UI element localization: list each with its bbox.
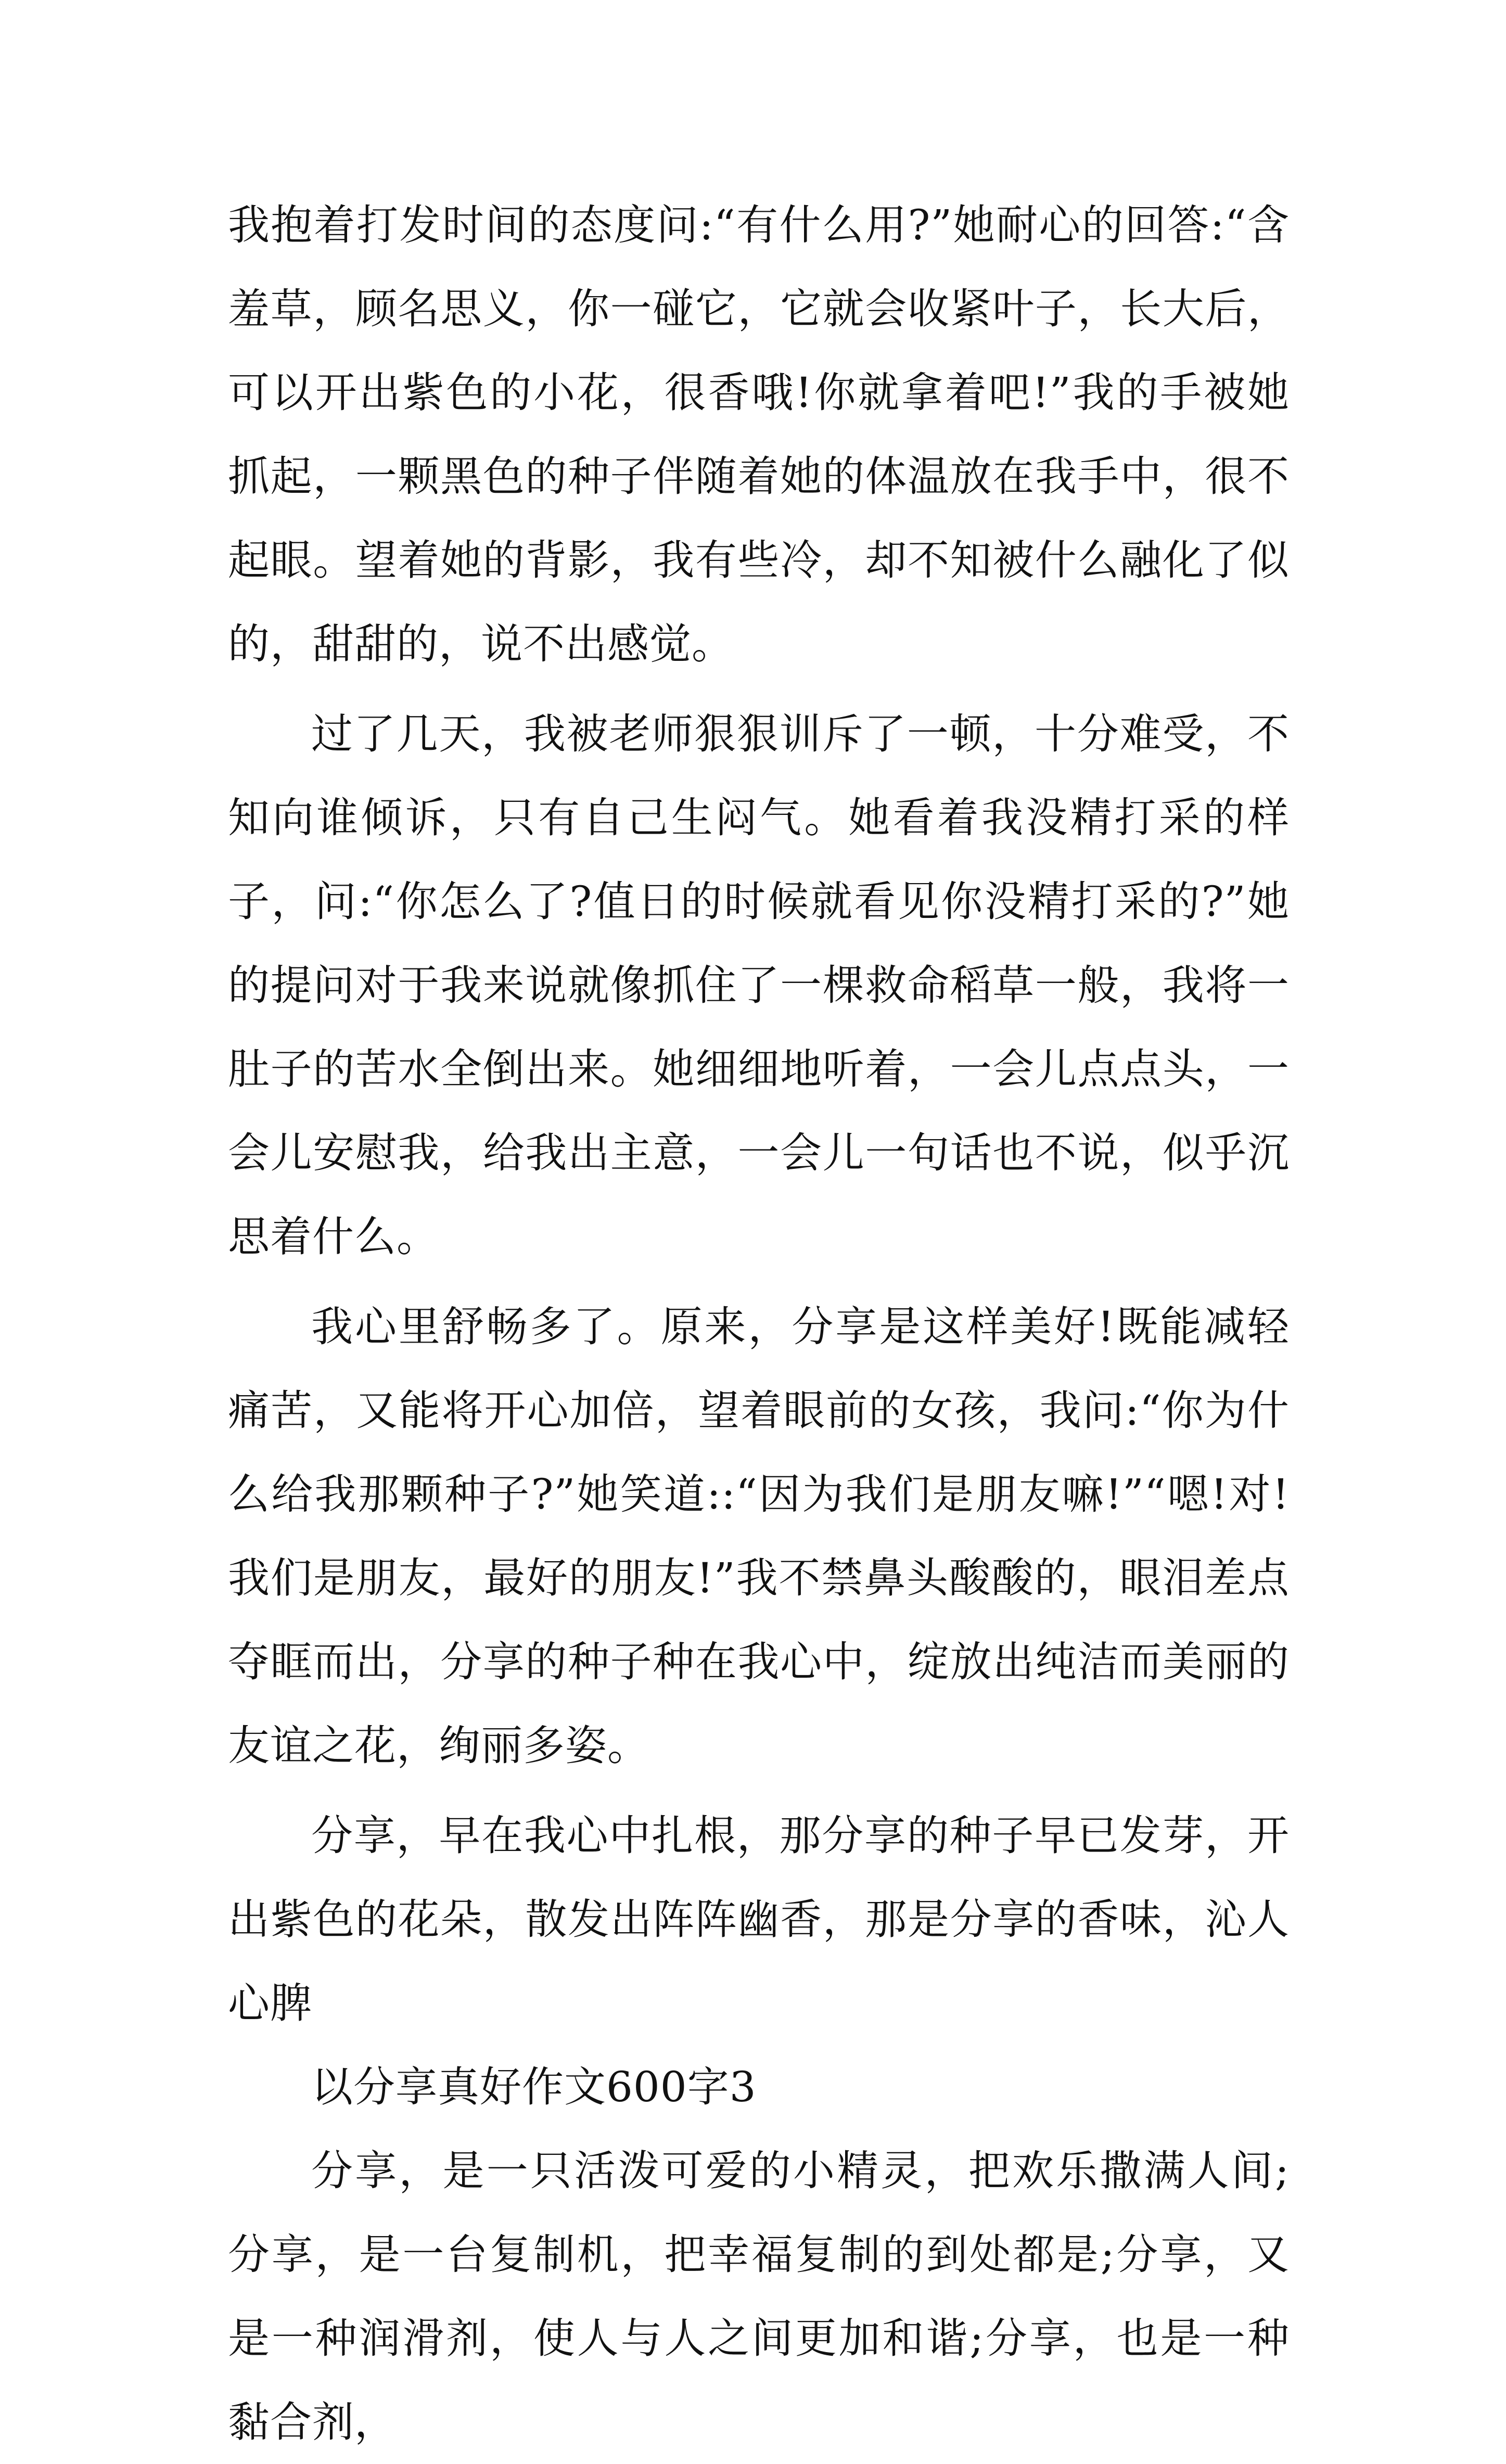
section-title: 以分享真好作文600字3 [311, 2063, 757, 2111]
paragraph-4: 分享，早在我心中扎根，那分享的种子早已发芽，开出紫色的花朵，散发出阵阵幽香，那是分享的香味，沁人心脾 [228, 1811, 1290, 2027]
paragraph-5: 分享，是一只活泼可爱的小精灵，把欢乐撒满人间;分享，是一台复制机，把幸福复制的到处都是;分享，又是一种润滑剂，使人与人之间更加和谐;分享，也是一种黏合剂， [228, 2147, 1290, 2446]
document-body [228, 183, 1290, 2464]
paragraph-3: 我心里舒畅多了。原来，分享是这样美好!既能减轻痛苦，又能将开心加倍，望着眼前的女孩，我问:“你为什么给我那颗种子?”她笑道::“因为我们是朋友嘛!”“嗯!对!我们是朋友，最好的朋友!”我不禁鼻头酸酸的，眼泪差点夺眶而出，分享的种子种在我心中，绽放出纯洁而美丽的友谊之花，绚丽多姿。 [228, 1303, 1290, 1770]
paragraph-2: 过了几天，我被老师狠狠训斥了一顿，十分难受，不知向谁倾诉，只有自己生闷气。她看着我没精打采的样子，问:“你怎么了?值日的时候就看见你没精打采的?”她的提问对于我来说就像抓住了一棵救命稻草一般，我将一肚子的苦水全倒出来。她细细地听着，一会儿点点头，一会儿安慰我，给我出主意，一会儿一句话也不说，似乎沉思着什么。 [228, 710, 1290, 1261]
paragraph-1: 我抱着打发时间的态度问:“有什么用?”她耐心的回答:“含羞草，顾名思义，你一碰它，它就会收紧叶子，长大后，可以开出紫色的小花，很香哦!你就拿着吧!”我的手被她抓起，一颗黑色的种子伴随着她的体温放在我手中，很不起眼。望着她的背影，我有些冷，却不知被什么融化了似的，甜甜的，说不出感觉。 [228, 201, 1290, 668]
